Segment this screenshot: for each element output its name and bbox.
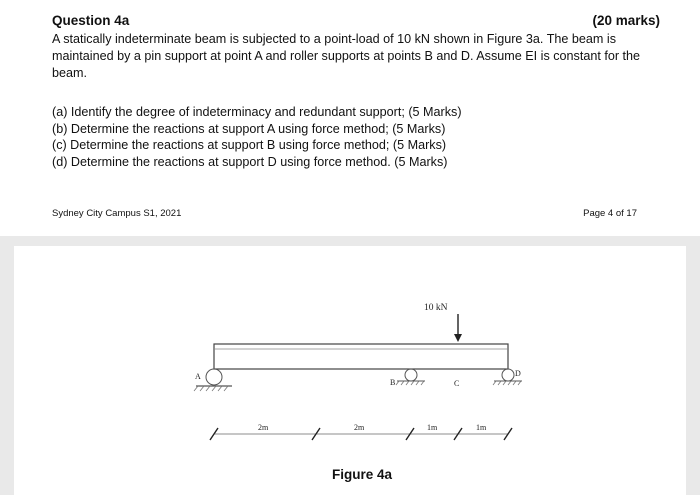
load-label: 10 kN — [424, 303, 448, 313]
span-label-4: 1m — [476, 423, 487, 432]
question-marks: (20 marks) — [592, 13, 660, 28]
question-parts — [52, 104, 664, 170]
label-d: D — [515, 369, 521, 378]
roller-support-b-icon — [396, 369, 425, 385]
load-arrow-icon — [454, 314, 462, 342]
beam-diagram — [14, 246, 686, 495]
footer-campus: Sydney City Campus S1, 2021 — [52, 208, 182, 219]
figure-caption: Figure 4a — [332, 467, 393, 482]
span-label-2: 2m — [354, 423, 365, 432]
beam — [214, 344, 508, 369]
question-part-a: (a) Identify the degree of indeterminacy and redundant support; (5 Marks) — [52, 105, 462, 119]
question-header — [52, 13, 660, 28]
question-page — [0, 0, 700, 236]
question-part-b: (b) Determine the reactions at support A using force method; (5 Marks) — [52, 121, 446, 136]
page-footer — [52, 208, 637, 219]
span-label-1: 2m — [258, 423, 269, 432]
label-a: A — [195, 372, 201, 381]
question-body: A statically indeterminate beam is subjected to a point-load of 10 kN shown in Figure 3a. The beam is maintained by a pin support at point A and roller supports at points B and D. Assume EI is constant for the beam. — [52, 32, 641, 80]
footer-page-number: Page 4 of 17 — [583, 208, 637, 219]
figure-page — [14, 246, 686, 495]
label-b: B — [390, 378, 396, 387]
question-part-c: (c) Determine the reactions at support B using force method; (5 Marks) — [52, 138, 447, 152]
question-part-d: (d) Determine the reactions at support D using force method. (5 Marks) — [52, 154, 448, 169]
question-title: Question 4a — [52, 13, 130, 28]
label-c: C — [454, 379, 460, 388]
span-label-3: 1m — [427, 423, 438, 432]
